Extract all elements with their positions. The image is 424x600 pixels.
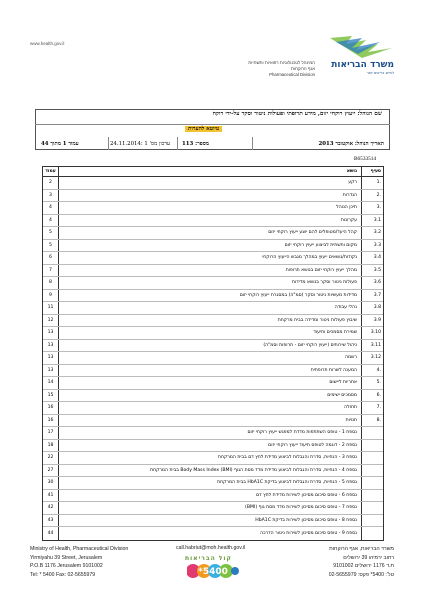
- toc-row[interactable]: [43, 352, 383, 365]
- toc-page-number: 9: [43, 290, 59, 302]
- footer-he-line: רחוב ירמיהו 39 ירושלים: [343, 554, 394, 561]
- footer-he-line: ת.ד 1176 ירושלים 9101002: [333, 563, 394, 569]
- logo-tagline: לחיים בריאים יותר: [366, 71, 394, 75]
- toc-row[interactable]: [43, 265, 383, 278]
- footer-en-line: Ministry of Health, Pharmaceutical Division: [30, 546, 129, 552]
- toc-page-number: 13: [43, 327, 59, 339]
- toc-section-number: [361, 465, 383, 477]
- toc-page-number: 41: [43, 490, 59, 502]
- division-line-1: המינהל לטכנולוגיות רפואיות ותשתיות: [248, 60, 315, 65]
- footer-hebrew-address: [329, 545, 394, 579]
- toc-row[interactable]: [43, 477, 383, 490]
- toc-row[interactable]: [43, 527, 383, 540]
- toc-page-number: 12: [43, 315, 59, 327]
- toc-page-number: 30: [43, 477, 59, 489]
- footer-email-link[interactable]: call.habriut@moh.health.gov.il: [176, 545, 246, 551]
- toc-page-number: 7: [43, 265, 59, 277]
- toc-row[interactable]: [43, 327, 383, 340]
- toc-row[interactable]: [43, 427, 383, 440]
- toc-topic[interactable]: נספח 7 - טופס סיכום מסיכון לשירות מדד מסת גוף (BMI): [245, 505, 357, 511]
- toc-topic[interactable]: תחולה: [344, 405, 357, 411]
- toc-topic[interactable]: המענה לשרות תרופתית: [310, 367, 357, 373]
- toc-section-number: 7.: [361, 402, 383, 414]
- toc-section-number: [361, 452, 383, 464]
- toc-row[interactable]: [43, 365, 383, 378]
- toc-section-number: 2.: [361, 190, 383, 202]
- toc-row[interactable]: [43, 227, 383, 240]
- update-info: עדכון מס' 1 :24.11.2014: [110, 140, 171, 147]
- toc-page-number: 13: [43, 365, 59, 377]
- footer-en-line: P.O.B 1176 Jerusalem 9101002: [30, 563, 103, 569]
- toc-row[interactable]: [43, 277, 383, 290]
- division-line-3: Pharmaceutical Division: [269, 72, 315, 77]
- procedure-date: תאריך הנוהל: אוקטובר 2013: [318, 140, 384, 147]
- footer-en-line: Yirmiyahu 39 Street, Jerusalem: [30, 554, 103, 561]
- toc-row[interactable]: [43, 177, 383, 190]
- toc-page-number: 22: [43, 452, 59, 464]
- toc-row[interactable]: [43, 515, 383, 528]
- toc-section-number: 4.: [361, 365, 383, 377]
- toc-section-number: 3.12: [361, 352, 383, 364]
- header-meta-row: [35, 137, 390, 150]
- toc-topic[interactable]: נהלי עבודה: [334, 305, 357, 311]
- toc-topic[interactable]: ניהול שירותים (ייעוץ רוקחי יזום - תרופות וסמ"ה): [263, 342, 357, 348]
- toc-page-number: 42: [43, 502, 59, 514]
- toc-section-number: 3.11: [361, 340, 383, 352]
- toc-row[interactable]: [43, 502, 383, 515]
- toc-row[interactable]: [43, 315, 383, 328]
- footer-en-line: Tel: * 5400 Fax: 02-5655979: [30, 571, 96, 578]
- page-indicator: עמוד 1 מתוך 44: [41, 140, 79, 147]
- toc-section-number: [361, 477, 383, 489]
- toc-page-number: 4: [43, 215, 59, 227]
- toc-section-number: 6.: [361, 390, 383, 402]
- kol-habriut-label: קול הבריאות: [185, 555, 232, 562]
- toc-topic[interactable]: שמירת מסמכים ותיעוד: [313, 330, 357, 336]
- toc-topic[interactable]: קהל היעד/מטופלים להם יוצע ייעוץ רוקחי יזום: [268, 230, 357, 236]
- toc-page-number: 44: [43, 527, 59, 540]
- procedure-title: שם הנוהל: ייעוץ רוקחי יזום, מידע תרופתי ופעולות ניטור וסקר על-ידי רוקח: [212, 111, 382, 117]
- toc-section-number: [361, 440, 383, 452]
- toc-page-number: 13: [43, 352, 59, 364]
- toc-topic[interactable]: שיבוץ פעולות ניטור ומדידה בבית מרקחת: [277, 317, 357, 323]
- toc-section-number: 8.: [361, 415, 383, 427]
- toc-topic[interactable]: מדידות מעשיות ניטור וסקר (סמ"ה) במסגרת ייעוץ רוקחי יזום: [239, 292, 357, 298]
- toc-topic[interactable]: רשמה: [345, 355, 357, 361]
- toc-topic[interactable]: מסמכים ישימים: [327, 392, 357, 398]
- toc-section-number: 3.10: [361, 327, 383, 339]
- toc-topic[interactable]: רקע: [348, 180, 357, 186]
- meta-separator: [108, 137, 109, 150]
- footer-he-line: טל': 5400* פקס: 02-5655979: [328, 571, 394, 578]
- toc-topic[interactable]: נספח 1 - טופס השתתפות מדדת למפגש ייעוץ רוקחי יזום: [247, 430, 357, 436]
- toc-page-number: 43: [43, 515, 59, 527]
- toc-section-number: 3.7: [361, 290, 383, 302]
- website-url[interactable]: www.health.gov.il: [30, 41, 65, 46]
- toc-row[interactable]: [43, 490, 383, 503]
- toc-topic[interactable]: נספח 8 - טופס סיכום מסיכון לשירות בדיקת HbA1C: [255, 517, 357, 523]
- phone-badge-text: *5400: [198, 567, 228, 577]
- toc-row[interactable]: [43, 252, 383, 265]
- toc-topic[interactable]: נספח 4 - הנחיות, סדרת והגבלות לביצוע מדידת מדד מסת הגוף Body Mass Index (BMI) בבית המרקחת: [150, 467, 357, 473]
- toc-section-number: [361, 427, 383, 439]
- toc-page-number: 8: [43, 277, 59, 289]
- toc-page-number: 3: [43, 190, 59, 202]
- toc-row[interactable]: [43, 340, 383, 353]
- toc-row[interactable]: [43, 302, 383, 315]
- toc-page-number: 13: [43, 340, 59, 352]
- draft-label: טיוטא להערות: [185, 126, 222, 132]
- toc-row[interactable]: [43, 240, 383, 253]
- toc-section-number: 3.1: [361, 215, 383, 227]
- toc-section-number: 5.: [361, 377, 383, 389]
- footer-he-line: משרד הבריאות, אגף הרוקחות: [329, 546, 394, 552]
- toc-section-number: 3.8: [361, 302, 383, 314]
- toc-page-number: 17: [43, 427, 59, 439]
- toc-page-number: 18: [43, 440, 59, 452]
- toc-topic[interactable]: נקודות/נושאים ייעוץ במהלך מגבש הייעוץ הרוקחי: [262, 255, 357, 261]
- toc-row[interactable]: [43, 202, 383, 215]
- toc-topic[interactable]: מהלך ייעוץ רוקחי יזום בנושא תרופות: [285, 267, 357, 273]
- toc-topic[interactable]: עקרונות: [340, 217, 357, 223]
- toc-section-number: [361, 490, 383, 502]
- toc-topic[interactable]: נספח 3 - הנחיות, סדרת והגבלות לביצוע מדידת לחץ דם בבית המרקחת: [217, 455, 357, 461]
- document-id: B6533514: [354, 156, 377, 162]
- toc-section-number: [361, 527, 383, 540]
- toc-row[interactable]: [43, 415, 383, 428]
- toc-topic[interactable]: פעולות ניטור וסקר בנושא מדידות: [292, 280, 357, 286]
- toc-row[interactable]: [43, 290, 383, 303]
- toc-section-number: 3.6: [361, 277, 383, 289]
- toc-page-number: 14: [43, 377, 59, 389]
- toc-page-number: 15: [43, 390, 59, 402]
- toc-topic[interactable]: תיכן הנוהל: [336, 205, 357, 211]
- toc-section-number: [361, 515, 383, 527]
- toc-topic[interactable]: תנויות: [345, 417, 357, 423]
- meta-separator: [177, 137, 178, 150]
- toc-row[interactable]: [43, 215, 383, 228]
- toc-row[interactable]: [43, 465, 383, 478]
- toc-page-number: 11: [43, 302, 59, 314]
- toc-topic[interactable]: נספח 6 - טופס סיכום מסיכון לשירות מדידת לחץ דם: [256, 492, 357, 498]
- toc-section-number: 3.3: [361, 240, 383, 252]
- toc-section-number: 3.5: [361, 265, 383, 277]
- toc-header-row: [43, 167, 383, 177]
- toc-topic[interactable]: נספח 5 - הנחיות, סדרת והגבלות לביצוע בדיקת HbA1C בבית המרקחת: [217, 480, 357, 486]
- toc-section-number: [361, 502, 383, 514]
- toc-section-number: 1.: [361, 177, 383, 189]
- toc-row[interactable]: [43, 377, 383, 390]
- toc-topic[interactable]: הגדרות: [342, 192, 357, 198]
- ministry-logo: [322, 32, 398, 78]
- toc-row[interactable]: [43, 390, 383, 403]
- footer-english-address: [30, 545, 128, 579]
- toc-row[interactable]: [43, 190, 383, 203]
- procedure-number: מספר: 113: [182, 140, 209, 147]
- meta-separator: [252, 137, 253, 150]
- logo-text: משרד הבריאות: [331, 60, 394, 70]
- division-heading: [215, 60, 315, 78]
- toc-page-number: 6: [43, 252, 59, 264]
- toc-section-number: 3.2: [361, 227, 383, 239]
- toc-section-number: 3.9: [361, 315, 383, 327]
- toc-topic[interactable]: אחריות ליישום: [329, 380, 357, 386]
- toc-row[interactable]: [43, 402, 383, 415]
- toc-section-number: 3.: [361, 202, 383, 214]
- toc-page-number: 4: [43, 202, 59, 214]
- toc-page-number: 16: [43, 402, 59, 414]
- division-line-2: אגף הרוקחות: [291, 66, 315, 71]
- toc-row[interactable]: [43, 452, 383, 465]
- toc-page-number: 16: [43, 415, 59, 427]
- toc-page-number: 5: [43, 240, 59, 252]
- toc-topic[interactable]: מקום ותשתית לביצוע ייעוץ רוקחי יזום: [284, 242, 357, 248]
- toc-page-number: 27: [43, 465, 59, 477]
- header-divider: [35, 124, 390, 125]
- toc-section-number: 3.4: [361, 252, 383, 264]
- toc-col-page: עמוד: [43, 167, 59, 176]
- toc-page-number: 5: [43, 227, 59, 239]
- toc-topic[interactable]: נספח 9 - טופס סיכום מסיכון לשירות ניטור הדרכה: [260, 530, 357, 536]
- table-of-contents: [42, 166, 384, 541]
- toc-col-section: סעיף: [361, 167, 383, 176]
- phone-badge[interactable]: [187, 562, 239, 580]
- toc-col-topic: נושא: [346, 169, 357, 174]
- toc-page-number: 2: [43, 177, 59, 189]
- toc-row[interactable]: [43, 440, 383, 453]
- toc-topic[interactable]: נספח 2 - דוגמה לטופס תיעוד ייעוץ רוקחי יזום: [268, 442, 357, 448]
